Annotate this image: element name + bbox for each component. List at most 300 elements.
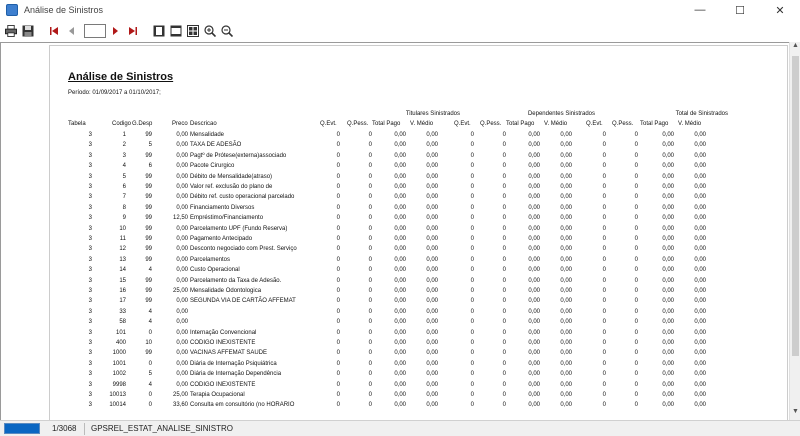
next-page-icon[interactable] [109,24,123,38]
cell-dependentes-qevt: 0 [470,319,474,326]
cell-dependentes-total: 0,00 [528,246,540,253]
cell-dependentes-qevt: 0 [470,340,474,346]
minimize-button[interactable]: — [694,4,706,16]
cell-preco: 0,00 [176,184,188,190]
cell-total-total: 0,00 [662,173,674,180]
cell-descricao: TAXA DE ADESÃO [190,142,242,149]
cell-dependentes-qpess: 0 [502,184,506,190]
cell-total-total: 0,00 [662,194,674,201]
cell-dependentes-total: 0,00 [528,152,540,159]
cell-dependentes-total: 0,00 [528,340,540,346]
cell-total-qpess: 0 [634,267,638,274]
cell-titulares-qpess: 0 [368,340,372,346]
cell-titulares-qpess: 0 [368,194,372,201]
cell-titulares-total: 0,00 [394,163,406,170]
cell-titulares-qevt: 0 [336,402,340,409]
cell-preco: 0,00 [176,319,188,326]
last-page-icon[interactable] [126,24,140,38]
cell-preco: 0,00 [176,152,188,159]
cell-dependentes-total: 0,00 [528,319,540,326]
cell-gdesp: 0 [148,360,152,367]
maximize-button[interactable]: ☐ [735,4,745,17]
cell-tabela: 3 [88,319,92,326]
cell-total-total: 0,00 [662,236,674,242]
toolbar-separator [143,24,149,38]
cell-dependentes-qevt: 0 [470,163,474,170]
cell-total-qpess: 0 [634,319,638,326]
cell-tabela: 3 [88,402,92,409]
cell-titulares-vmedio: 0,00 [426,360,438,367]
cell-tabela: 3 [88,132,92,138]
cell-dependentes-total: 0,00 [528,371,540,378]
cell-dependentes-vmedio: 0,00 [560,277,572,284]
cell-dependentes-qpess: 0 [502,298,506,305]
cell-codigo: 5 [122,173,126,180]
cell-total-qpess: 0 [634,277,638,284]
cell-total-qevt: 0 [602,163,606,170]
cell-dependentes-qpess: 0 [502,152,506,159]
cell-total-vmedio: 0,00 [694,308,706,315]
cell-total-vmedio: 0,00 [694,173,706,180]
cell-total-qpess: 0 [634,204,638,211]
cell-titulares-qpess: 0 [368,267,372,274]
header-titulares-qevt: Q.Evt. [320,121,337,127]
table-row [50,174,789,184]
cell-tabela: 3 [88,340,92,346]
cell-dependentes-qevt: 0 [470,194,474,201]
cell-titulares-vmedio: 0,00 [426,204,438,211]
cell-titulares-vmedio: 0,00 [426,184,438,190]
cell-dependentes-qpess: 0 [502,236,506,242]
scroll-down-icon[interactable]: ▼ [792,408,799,415]
cell-total-qevt: 0 [602,319,606,326]
cell-dependentes-qpess: 0 [502,340,506,346]
cell-dependentes-qevt: 0 [470,360,474,367]
cell-descricao: Terapia Ocupacional [190,392,245,398]
cell-titulares-vmedio: 0,00 [426,319,438,326]
cell-dependentes-qevt: 0 [470,132,474,138]
cell-titulares-qevt: 0 [336,184,340,190]
cell-titulares-qevt: 0 [336,381,340,388]
save-icon[interactable] [21,24,35,38]
cell-dependentes-total: 0,00 [528,256,540,263]
cell-total-qpess: 0 [634,184,638,190]
cell-titulares-vmedio: 0,00 [426,340,438,346]
cell-titulares-qevt: 0 [336,319,340,326]
cell-dependentes-qevt: 0 [470,350,474,357]
cell-total-qpess: 0 [634,246,638,253]
cell-total-total: 0,00 [662,142,674,149]
cell-total-qevt: 0 [602,329,606,336]
cell-dependentes-vmedio: 0,00 [560,392,572,398]
scroll-up-icon[interactable]: ▲ [792,42,799,49]
cell-tabela: 3 [88,350,92,357]
cell-total-total: 0,00 [662,246,674,253]
cell-codigo: 400 [115,340,126,346]
header-total-qevt: Q.Evt. [586,121,603,127]
cell-codigo: 8 [122,204,126,211]
cell-total-total: 0,00 [662,204,674,211]
cell-titulares-total: 0,00 [394,392,406,398]
cell-tabela: 3 [88,204,92,211]
cell-total-vmedio: 0,00 [694,163,706,170]
cell-preco: 0,00 [176,246,188,253]
table-row [50,184,789,194]
cell-titulares-total: 0,00 [394,298,406,305]
cell-tabela: 3 [88,288,92,294]
cell-total-qevt: 0 [602,308,606,315]
cell-dependentes-qevt: 0 [470,225,474,232]
scroll-thumb[interactable] [792,56,799,356]
cell-descricao: Desconto negociado com Prest. Serviço [190,246,297,253]
cell-titulares-vmedio: 0,00 [426,308,438,315]
cell-preco: 0,00 [176,225,188,232]
cell-preco: 0,00 [176,360,188,367]
cell-dependentes-vmedio: 0,00 [560,225,572,232]
cell-codigo: 1000 [112,350,126,357]
cell-titulares-qpess: 0 [368,132,372,138]
cell-gdesp: 99 [145,236,152,242]
cell-total-qpess: 0 [634,225,638,232]
title-bar [0,0,800,20]
cell-dependentes-qevt: 0 [470,308,474,315]
first-page-icon[interactable] [47,24,61,38]
cell-titulares-vmedio: 0,00 [426,288,438,294]
cell-preco: 0,00 [176,204,188,211]
page-width-icon[interactable] [169,24,183,38]
cell-total-qevt: 0 [602,402,606,409]
cell-titulares-vmedio: 0,00 [426,256,438,263]
cell-dependentes-vmedio: 0,00 [560,329,572,336]
cell-descricao: Débito ref. custo operacional parcelado [190,194,295,201]
cell-titulares-qpess: 0 [368,350,372,357]
cell-titulares-qpess: 0 [368,288,372,294]
cell-preco: 0,00 [176,163,188,170]
cell-dependentes-qpess: 0 [502,142,506,149]
cell-codigo: 2 [122,142,126,149]
cell-dependentes-qpess: 0 [502,194,506,201]
cell-total-qpess: 0 [634,402,638,409]
cell-total-qpess: 0 [634,392,638,398]
vertical-scrollbar[interactable] [789,42,800,420]
header-total-total: Total Pago [640,121,669,127]
group-titulares: Titulares Sinistrados [405,111,460,117]
previous-page-icon[interactable] [64,24,78,38]
cell-titulares-qevt: 0 [336,163,340,170]
cell-titulares-vmedio: 0,00 [426,371,438,378]
cell-total-total: 0,00 [662,360,674,367]
cell-codigo: 10014 [109,402,126,409]
report-name: GPSREL_ESTAT_ANALISE_SINISTRO [91,424,233,433]
cell-total-qpess: 0 [634,350,638,357]
cell-total-vmedio: 0,00 [694,225,706,232]
cell-dependentes-vmedio: 0,00 [560,142,572,149]
cell-dependentes-total: 0,00 [528,402,540,409]
table-row [50,361,789,371]
header-dependentes-qevt: Q.Evt. [454,121,471,127]
cell-codigo: 6 [122,184,126,190]
cell-dependentes-qevt: 0 [470,236,474,242]
cell-dependentes-vmedio: 0,00 [560,194,572,201]
table-row [50,236,789,246]
cell-descricao: CODIGO INEXISTENTE [190,381,256,388]
cell-preco: 0,00 [176,371,188,378]
cell-descricao: VACINAS AFFEMAT SAUDE [190,350,268,357]
cell-gdesp: 0 [148,402,152,409]
cell-preco: 0,00 [176,277,188,284]
cell-dependentes-total: 0,00 [528,350,540,357]
cell-dependentes-qpess: 0 [502,132,506,138]
zoom-in-icon[interactable] [203,24,217,38]
cell-tabela: 3 [88,215,92,222]
print-icon[interactable] [4,24,18,38]
cell-total-vmedio: 0,00 [694,246,706,253]
cell-titulares-vmedio: 0,00 [426,298,438,305]
cell-codigo: 9998 [112,381,126,388]
cell-titulares-total: 0,00 [394,225,406,232]
cell-titulares-total: 0,00 [394,381,406,388]
cell-dependentes-qevt: 0 [470,152,474,159]
cell-gdesp: 99 [145,350,152,357]
cell-dependentes-qpess: 0 [502,277,506,284]
cell-tabela: 3 [88,371,92,378]
cell-dependentes-total: 0,00 [528,173,540,180]
cell-total-qevt: 0 [602,204,606,211]
cell-total-qevt: 0 [602,225,606,232]
cell-dependentes-vmedio: 0,00 [560,267,572,274]
cell-preco: 0,00 [176,173,188,180]
cell-codigo: 14 [119,267,126,274]
cell-total-total: 0,00 [662,340,674,346]
table-row [50,153,789,163]
cell-dependentes-qpess: 0 [502,350,506,357]
cell-descricao: Diária de Internação Dependência [190,371,282,378]
cell-dependentes-total: 0,00 [528,194,540,201]
cell-dependentes-qpess: 0 [502,215,506,222]
header-codigo: Codigo [112,121,132,127]
cell-titulares-vmedio: 0,00 [426,163,438,170]
cell-dependentes-total: 0,00 [528,277,540,284]
cell-total-vmedio: 0,00 [694,194,706,201]
cell-preco: 33,60 [172,402,188,409]
cell-gdesp: 99 [145,132,152,138]
window-title: Análise de Sinistros [24,5,104,15]
cell-dependentes-qpess: 0 [502,288,506,294]
cell-descricao: Consulta em consultório (no HORARIO [190,402,295,409]
cell-gdesp: 99 [145,173,152,180]
cell-total-total: 0,00 [662,319,674,326]
cell-dependentes-qpess: 0 [502,319,506,326]
header-preco: Preco [172,121,188,127]
app-icon [6,4,18,16]
cell-titulares-qpess: 0 [368,381,372,388]
cell-titulares-vmedio: 0,00 [426,236,438,242]
cell-dependentes-qevt: 0 [470,215,474,222]
table-row [50,330,789,340]
cell-total-qevt: 0 [602,340,606,346]
group-dependentes: Dependentes Sinistrados [527,111,595,117]
cell-dependentes-vmedio: 0,00 [560,340,572,346]
cell-titulares-qevt: 0 [336,215,340,222]
cell-titulares-qevt: 0 [336,392,340,398]
cell-dependentes-total: 0,00 [528,298,540,305]
cell-titulares-qevt: 0 [336,350,340,357]
cell-dependentes-qevt: 0 [470,256,474,263]
cell-dependentes-total: 0,00 [528,184,540,190]
cell-codigo: 1002 [112,371,126,378]
close-button[interactable]: ✕ [775,4,785,17]
cell-titulares-qevt: 0 [336,329,340,336]
cell-total-total: 0,00 [662,350,674,357]
cell-total-qevt: 0 [602,215,606,222]
report-title: Análise de Sinistros [68,71,174,83]
cell-titulares-vmedio: 0,00 [426,152,438,159]
cell-titulares-qevt: 0 [336,173,340,180]
multi-page-icon[interactable] [186,24,200,38]
cell-dependentes-qpess: 0 [502,246,506,253]
cell-total-qevt: 0 [602,392,606,398]
zoom-out-icon[interactable] [220,24,234,38]
cell-titulares-qevt: 0 [336,246,340,253]
cell-dependentes-total: 0,00 [528,142,540,149]
cell-dependentes-qevt: 0 [470,204,474,211]
cell-dependentes-total: 0,00 [528,308,540,315]
cell-gdesp: 5 [148,371,152,378]
cell-total-total: 0,00 [662,288,674,294]
cell-total-qevt: 0 [602,142,606,149]
cell-titulares-total: 0,00 [394,132,406,138]
cell-preco: 0,00 [176,142,188,149]
cell-total-qevt: 0 [602,371,606,378]
cell-total-qpess: 0 [634,381,638,388]
cell-total-vmedio: 0,00 [694,277,706,284]
cell-dependentes-qpess: 0 [502,371,506,378]
cell-codigo: 10 [119,225,126,232]
header-dependentes-qpess: Q.Pess. [480,121,502,127]
page-number-input[interactable] [84,24,106,38]
cell-dependentes-qpess: 0 [502,163,506,170]
cell-total-vmedio: 0,00 [694,350,706,357]
cell-tabela: 3 [88,392,92,398]
cell-codigo: 10013 [109,392,126,398]
toolbar-separator [38,24,44,38]
cell-total-total: 0,00 [662,132,674,138]
cell-total-qevt: 0 [602,132,606,138]
cell-dependentes-total: 0,00 [528,132,540,138]
cell-total-total: 0,00 [662,225,674,232]
cell-titulares-qpess: 0 [368,163,372,170]
cell-total-total: 0,00 [662,371,674,378]
cell-tabela: 3 [88,184,92,190]
cell-gdesp: 0 [148,392,152,398]
cell-preco: 0,00 [176,308,188,315]
cell-preco: 0,00 [176,340,188,346]
single-page-icon[interactable] [152,24,166,38]
cell-dependentes-total: 0,00 [528,236,540,242]
cell-codigo: 4 [122,163,126,170]
cell-titulares-qpess: 0 [368,371,372,378]
cell-gdesp: 4 [148,267,152,274]
cell-dependentes-qpess: 0 [502,308,506,315]
cell-titulares-total: 0,00 [394,277,406,284]
cell-tabela: 3 [88,225,92,232]
table-row [50,278,789,288]
cell-total-total: 0,00 [662,329,674,336]
cell-dependentes-qpess: 0 [502,267,506,274]
cell-total-vmedio: 0,00 [694,381,706,388]
cell-total-qpess: 0 [634,236,638,242]
cell-dependentes-vmedio: 0,00 [560,163,572,170]
cell-dependentes-qpess: 0 [502,381,506,388]
cell-codigo: 101 [115,329,126,336]
cell-titulares-vmedio: 0,00 [426,215,438,222]
cell-tabela: 3 [88,256,92,263]
cell-preco: 0,00 [176,329,188,336]
toolbar [0,20,800,42]
cell-titulares-total: 0,00 [394,308,406,315]
cell-total-qpess: 0 [634,360,638,367]
cell-titulares-vmedio: 0,00 [426,225,438,232]
cell-dependentes-qevt: 0 [470,267,474,274]
cell-titulares-qpess: 0 [368,204,372,211]
cell-gdesp: 99 [145,194,152,201]
table-row [50,319,789,329]
cell-titulares-total: 0,00 [394,256,406,263]
cell-gdesp: 99 [145,256,152,263]
cell-total-total: 0,00 [662,184,674,190]
cell-titulares-total: 0,00 [394,236,406,242]
cell-total-vmedio: 0,00 [694,204,706,211]
cell-total-qpess: 0 [634,132,638,138]
cell-gdesp: 10 [145,340,152,346]
cell-titulares-qpess: 0 [368,277,372,284]
cell-dependentes-qevt: 0 [470,329,474,336]
cell-codigo: 9 [122,215,126,222]
cell-titulares-qpess: 0 [368,215,372,222]
cell-titulares-qevt: 0 [336,308,340,315]
cell-titulares-total: 0,00 [394,173,406,180]
cell-dependentes-qpess: 0 [502,360,506,367]
cell-titulares-qpess: 0 [368,225,372,232]
cell-dependentes-qpess: 0 [502,256,506,263]
table-row [50,246,789,256]
cell-total-total: 0,00 [662,163,674,170]
cell-total-total: 0,00 [662,298,674,305]
cell-preco: 25,00 [172,392,188,398]
cell-total-vmedio: 0,00 [694,215,706,222]
table-row [50,402,789,412]
cell-gdesp: 0 [148,329,152,336]
cell-titulares-qevt: 0 [336,142,340,149]
cell-preco: 0,00 [176,267,188,274]
cell-dependentes-total: 0,00 [528,288,540,294]
cell-titulares-total: 0,00 [394,288,406,294]
cell-descricao: Mensalidade Odontologica [190,288,262,294]
cell-total-qpess: 0 [634,152,638,159]
cell-total-vmedio: 0,00 [694,256,706,263]
cell-tabela: 3 [88,236,92,242]
cell-total-vmedio: 0,00 [694,298,706,305]
cell-tabela: 3 [88,329,92,336]
cell-codigo: 15 [119,277,126,284]
cell-titulares-qpess: 0 [368,329,372,336]
cell-titulares-qpess: 0 [368,392,372,398]
group-total: Total de Sinistrados [675,111,728,117]
cell-titulares-qpess: 0 [368,246,372,253]
cell-total-qevt: 0 [602,298,606,305]
cell-total-total: 0,00 [662,308,674,315]
cell-dependentes-qevt: 0 [470,246,474,253]
